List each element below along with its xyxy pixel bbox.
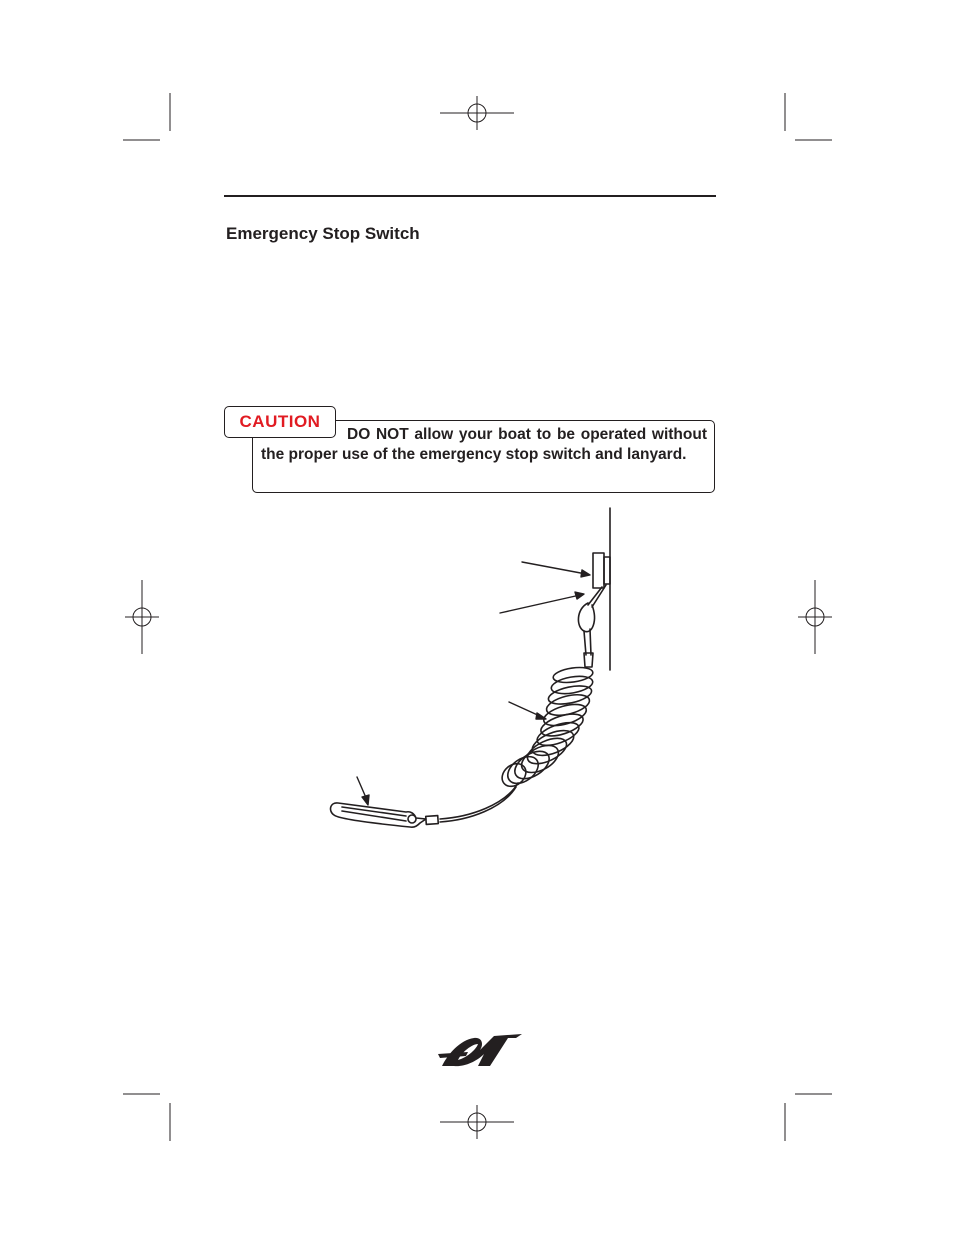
header-rule — [224, 195, 716, 197]
lanyard-illustration — [320, 505, 620, 845]
caution-text: DO NOT allow your boat to be operated without the proper use of the emergency stop switch and lanyard. — [261, 426, 707, 463]
stop-switch — [593, 553, 604, 588]
tether-clip — [331, 803, 426, 827]
brand-logo — [438, 1032, 524, 1068]
caution-label: CAUTION — [224, 406, 336, 438]
section-heading: Emergency Stop Switch — [226, 224, 420, 243]
coiled-lanyard — [498, 665, 594, 791]
